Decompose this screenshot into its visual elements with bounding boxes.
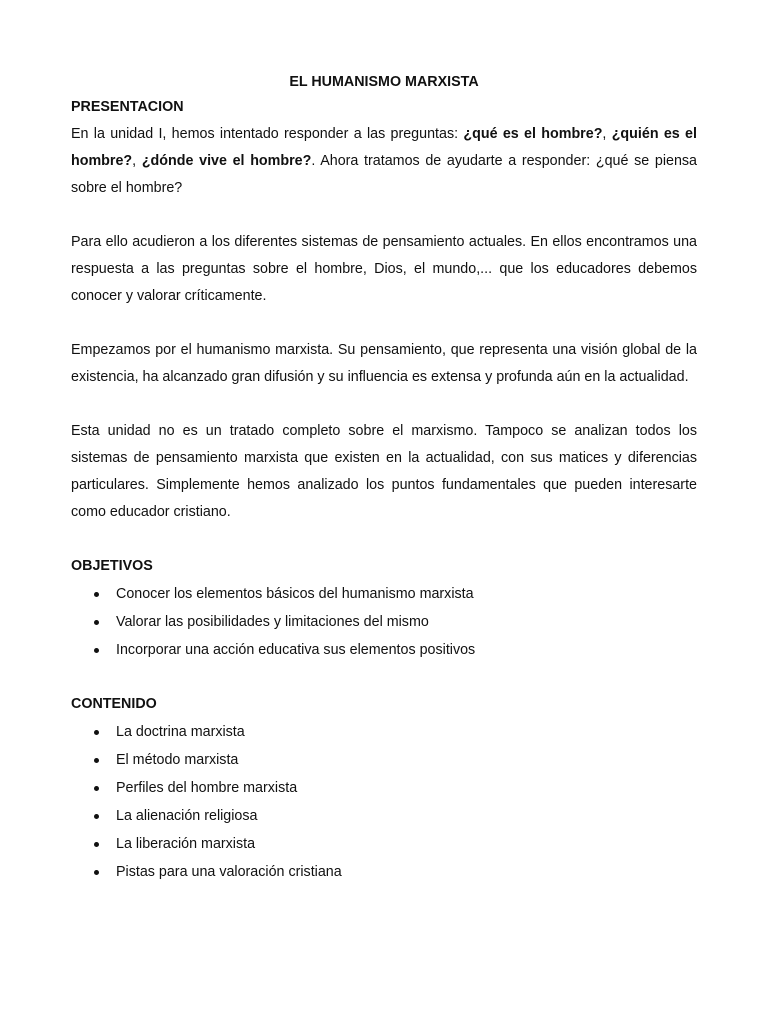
paragraph-1-text-c: , [132, 153, 142, 169]
question-que-es: ¿qué es el hombre? [463, 126, 603, 142]
list-item-label: Perfiles del hombre marxista [116, 780, 298, 796]
bullet-icon [94, 730, 99, 735]
list-item [71, 636, 697, 664]
list-item-label: La alienación religiosa [116, 808, 258, 824]
bullet-icon [94, 648, 99, 653]
section-heading-presentacion: PRESENTACION [71, 99, 184, 115]
list-item-label: El método marxista [116, 752, 239, 768]
bullet-icon [94, 758, 99, 763]
contenido-list [71, 718, 697, 886]
bullet-icon [94, 786, 99, 791]
question-quien-es: ¿quién es el hombre? [71, 126, 697, 169]
paragraph-4: Esta unidad no es un tratado completo sobre el marxismo. Tampoco se analizan todos los sistemas de pensamiento marxista que existen en la actualidad, con sus matices y diferencias particulares. Simplemente hemos analizado los puntos fundamentales que pueden interesarte como educador cristiano. [71, 423, 697, 520]
paragraph-1 [71, 121, 697, 202]
paragraph-3: Empezamos por el humanismo marxista. Su pensamiento, que representa una visión global de la existencia, ha alcanzado gran difusión y su influencia es extensa y profunda aún en la actualidad. [71, 342, 697, 385]
list-item [71, 608, 697, 636]
list-item [71, 580, 697, 608]
list-item-label: Valorar las posibilidades y limitaciones del mismo [116, 614, 429, 630]
list-item-label: La liberación marxista [116, 836, 256, 852]
list-item-label: La doctrina marxista [116, 724, 245, 740]
list-item [71, 802, 697, 830]
document-page [71, 72, 697, 886]
paragraph-1-text-d: . Ahora tratamos de ayudarte a responder: ¿qué se piensa sobre el hombre? [71, 153, 698, 196]
section-heading-contenido: CONTENIDO [71, 696, 157, 712]
list-item [71, 718, 697, 746]
list-item-label: Pistas para una valoración cristiana [116, 864, 342, 880]
bullet-icon [94, 814, 99, 819]
question-donde-vive: ¿dónde vive el hombre? [141, 153, 312, 169]
list-item [71, 746, 697, 774]
bullet-icon [94, 870, 99, 875]
list-item [71, 774, 697, 802]
bullet-icon [94, 842, 99, 847]
bullet-icon [94, 592, 99, 597]
bullet-icon [94, 620, 99, 625]
list-item [71, 858, 697, 886]
section-contenido [71, 691, 697, 886]
paragraph-1-text-a: En la unidad I, hemos intentado responder a las preguntas: [71, 126, 464, 142]
document-title: EL HUMANISMO MARXISTA [289, 74, 479, 90]
paragraph-1-text-b: , [602, 126, 612, 142]
list-item [71, 830, 697, 858]
list-item-label: Conocer los elementos básicos del humanismo marxista [116, 586, 474, 602]
list-item-label: Incorporar una acción educativa sus elementos positivos [116, 642, 476, 658]
objetivos-list [71, 580, 697, 664]
section-objetivos [71, 553, 697, 664]
section-heading-objetivos: OBJETIVOS [71, 558, 153, 574]
paragraph-2: Para ello acudieron a los diferentes sistemas de pensamiento actuales. En ellos encontramos una respuesta a las preguntas sobre el hombre, Dios, el mundo,... que los educadores debemos conocer y valorar críticamente. [71, 234, 697, 304]
